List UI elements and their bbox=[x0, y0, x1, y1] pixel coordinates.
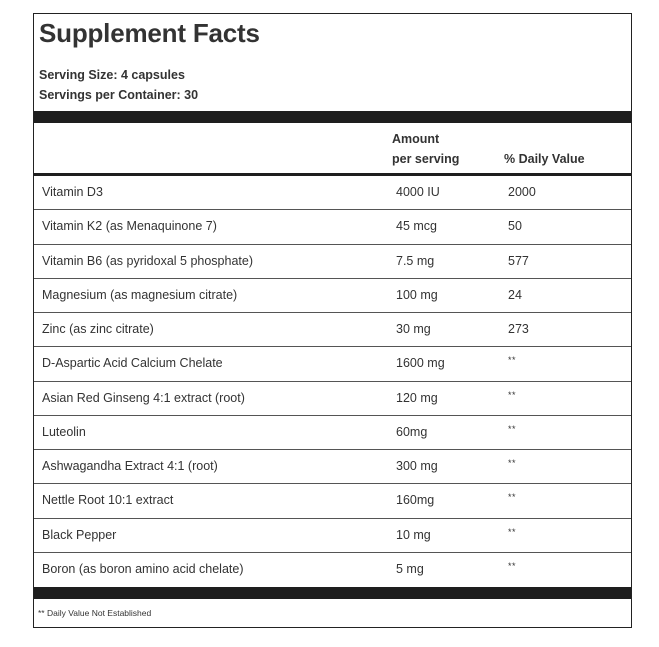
nutrient-amount: 1600 mg bbox=[396, 356, 445, 371]
nutrient-amount: 45 mcg bbox=[396, 219, 437, 234]
serving-size: Serving Size: 4 capsules bbox=[39, 68, 185, 82]
nutrient-amount: 10 mg bbox=[396, 527, 431, 542]
table-row bbox=[34, 484, 631, 518]
table-header bbox=[34, 123, 631, 173]
table-row bbox=[34, 176, 631, 210]
nutrient-daily-value: ** bbox=[508, 526, 517, 537]
nutrient-daily-value: ** bbox=[508, 355, 517, 366]
amount-header bbox=[392, 129, 459, 169]
amount-header-line1: Amount bbox=[392, 132, 440, 146]
nutrient-name: Boron (as boron amino acid chelate) bbox=[42, 561, 244, 576]
nutrient-name: Zinc (as zinc citrate) bbox=[42, 322, 154, 336]
nutrient-daily-value: 2000 bbox=[508, 185, 536, 199]
nutrient-daily-value: 577 bbox=[508, 253, 529, 268]
nutrient-name: Vitamin K2 (as Menaquinone 7) bbox=[42, 219, 217, 234]
nutrient-amount: 5 mg bbox=[396, 561, 424, 576]
nutrient-daily-value: ** bbox=[508, 560, 517, 571]
amount-header-line2: per serving bbox=[392, 152, 460, 166]
nutrient-name: Vitamin D3 bbox=[42, 185, 103, 199]
nutrient-table bbox=[34, 176, 631, 587]
servings-per-container: Servings per Container: 30 bbox=[39, 88, 199, 102]
top-divider-bar bbox=[34, 111, 631, 123]
table-row bbox=[34, 553, 631, 587]
nutrient-daily-value: ** bbox=[508, 423, 517, 434]
nutrient-amount: 60mg bbox=[396, 424, 428, 439]
nutrient-name: Ashwagandha Extract 4:1 (root) bbox=[42, 459, 218, 473]
nutrient-amount: 160mg bbox=[396, 493, 435, 508]
table-row bbox=[34, 245, 631, 279]
nutrient-amount: 100 mg bbox=[396, 287, 438, 302]
bottom-divider-bar bbox=[34, 587, 631, 599]
nutrient-name: D-Aspartic Acid Calcium Chelate bbox=[42, 356, 223, 371]
nutrient-daily-value: ** bbox=[508, 389, 517, 400]
supplement-facts-panel bbox=[33, 13, 632, 628]
table-row bbox=[34, 279, 631, 313]
table-row bbox=[34, 313, 631, 347]
table-row bbox=[34, 210, 631, 244]
table-row bbox=[34, 416, 631, 450]
nutrient-daily-value: ** bbox=[508, 458, 517, 468]
daily-value-header: % Daily Value bbox=[504, 152, 585, 166]
nutrient-daily-value: ** bbox=[508, 492, 517, 503]
nutrient-daily-value: 273 bbox=[508, 322, 529, 336]
table-row bbox=[34, 450, 631, 484]
nutrient-name: Black Pepper bbox=[42, 527, 117, 542]
nutrient-amount: 120 mg bbox=[396, 390, 438, 405]
footnote: ** Daily Value Not Established bbox=[38, 608, 152, 618]
nutrient-name: Luteolin bbox=[42, 424, 86, 439]
nutrient-amount: 4000 IU bbox=[396, 185, 440, 199]
table-row bbox=[34, 347, 631, 381]
nutrient-name: Nettle Root 10:1 extract bbox=[42, 493, 174, 508]
nutrient-amount: 7.5 mg bbox=[396, 253, 435, 268]
nutrient-amount: 300 mg bbox=[396, 459, 438, 473]
table-row bbox=[34, 382, 631, 416]
nutrient-name: Asian Red Ginseng 4:1 extract (root) bbox=[42, 390, 245, 405]
nutrient-daily-value: 24 bbox=[508, 287, 522, 302]
nutrient-daily-value: 50 bbox=[508, 219, 522, 234]
nutrient-name: Magnesium (as magnesium citrate) bbox=[42, 287, 238, 302]
nutrient-amount: 30 mg bbox=[396, 322, 431, 336]
page-title: Supplement Facts bbox=[39, 18, 260, 48]
table-row bbox=[34, 519, 631, 553]
nutrient-name: Vitamin B6 (as pyridoxal 5 phosphate) bbox=[42, 253, 253, 268]
